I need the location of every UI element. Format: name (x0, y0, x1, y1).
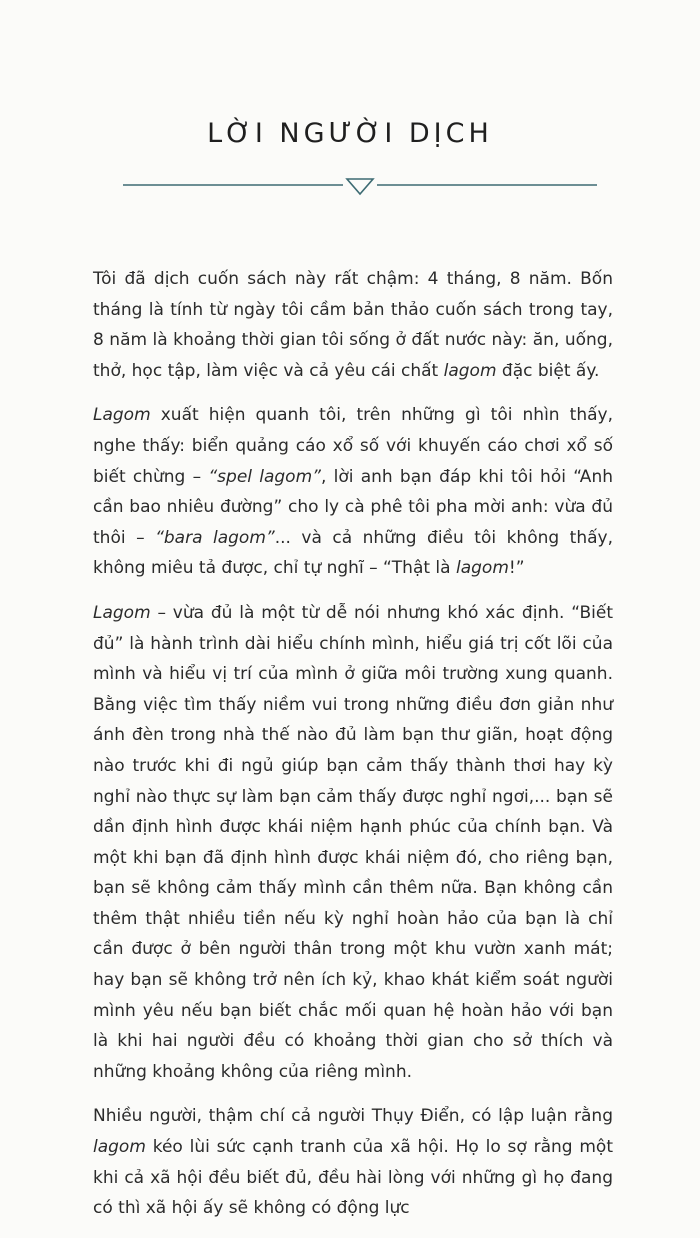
p2-text-3: ... và cả những điều tôi không thấy, không miêu tả được, chỉ tự nghĩ – “Thật là (93, 527, 613, 579)
p4-text-2: kéo lùi sức cạnh tranh của xã hội. Họ lo sợ rằng một khi cả xã hội đều biết đủ, đều hài lòng với những gì họ đang có thì xã hội ấy sẽ không có động lực (93, 1137, 613, 1219)
paragraph-1 (93, 264, 613, 386)
p2-text-4: !” (508, 558, 525, 579)
p1-text-2: đặc biệt ấy. (496, 360, 600, 381)
title-divider (123, 170, 597, 200)
p1-term-lagom: lagom (443, 360, 497, 381)
p2-text-1: xuất hiện quanh tôi, trên những gì tôi nhìn thấy, nghe thấy: biển quảng cáo xổ số với khuyến cáo chơi xổ số biết chừng – (93, 405, 613, 487)
p4-term-lagom: lagom (93, 1137, 146, 1158)
p2-term-lagom-2: lagom (455, 558, 509, 579)
p3-text-1: – vừa đủ là một từ dễ nói nhưng khó xác định. “Biết đủ” là hành trình dài hiểu chính mình, hiểu giá trị cốt lõi của mình và hiểu vị trí của mình ở giữa môi trường xung quanh. Bằng việc tìm thấy niềm vui trong những điều đơn giản như ánh đèn trong nhà thế nào đủ làm bạn thư giãn, hoạt động nào trước khi đi ngủ giúp bạn cảm thấy thành thơi hay kỳ nghỉ nào thực sự làm bạn cảm thấy được nghỉ ngơi,... bạn sẽ dần định hình được khái niệm hạnh phúc của chính bạn. Và một khi bạn đã định hình được khái niệm đó, cho riêng bạn, bạn sẽ không cảm thấy mình cần thêm nữa. Bạn không cần thêm thật nhiều tiền nếu kỳ nghỉ hoàn hảo của bạn là chỉ cần được ở bên người thân trong một khu vườn xanh mát; hay bạn sẽ không trở nên ích kỷ, khao khát kiểm soát người mình yêu nếu bạn biết chắc mối quan hệ hoàn hảo với bạn là khi hai người đều có khoảng thời gian cho sở thích và những khoảng không của riêng mình. (93, 602, 613, 1082)
chapter-title: LỜI NGƯỜI DỊCH (207, 118, 493, 149)
translator-note-body (93, 264, 613, 1238)
p1-text-1: Tôi đã dịch cuốn sách này rất chậm: 4 tháng, 8 năm. Bốn tháng là tính từ ngày tôi cầm bản thảo cuốn sách trong tay, 8 năm là khoảng thời gian tôi sống ở đất nước này: ăn, uống, thở, học tập, làm việc và cả yêu cái chất (93, 269, 613, 381)
p2-term-lagom: Lagom (93, 405, 151, 426)
p2-quote-spel-lagom: “spel lagom” (208, 466, 321, 487)
p3-term-lagom: Lagom (93, 602, 151, 623)
paragraph-4 (93, 1101, 613, 1223)
p4-text-1: Nhiều người, thậm chí cả người Thụy Điển, có lập luận rằng (93, 1106, 613, 1127)
p2-text-2: , lời anh bạn đáp khi tôi hỏi “Anh cần bao nhiêu đường” cho ly cà phê tôi pha mời anh: vừa đủ thôi – (93, 466, 613, 548)
paragraph-3 (93, 598, 613, 1088)
paragraph-2 (93, 400, 613, 584)
divider-triangle-icon (347, 179, 373, 194)
p2-quote-bara-lagom: “bara lagom” (155, 527, 275, 548)
